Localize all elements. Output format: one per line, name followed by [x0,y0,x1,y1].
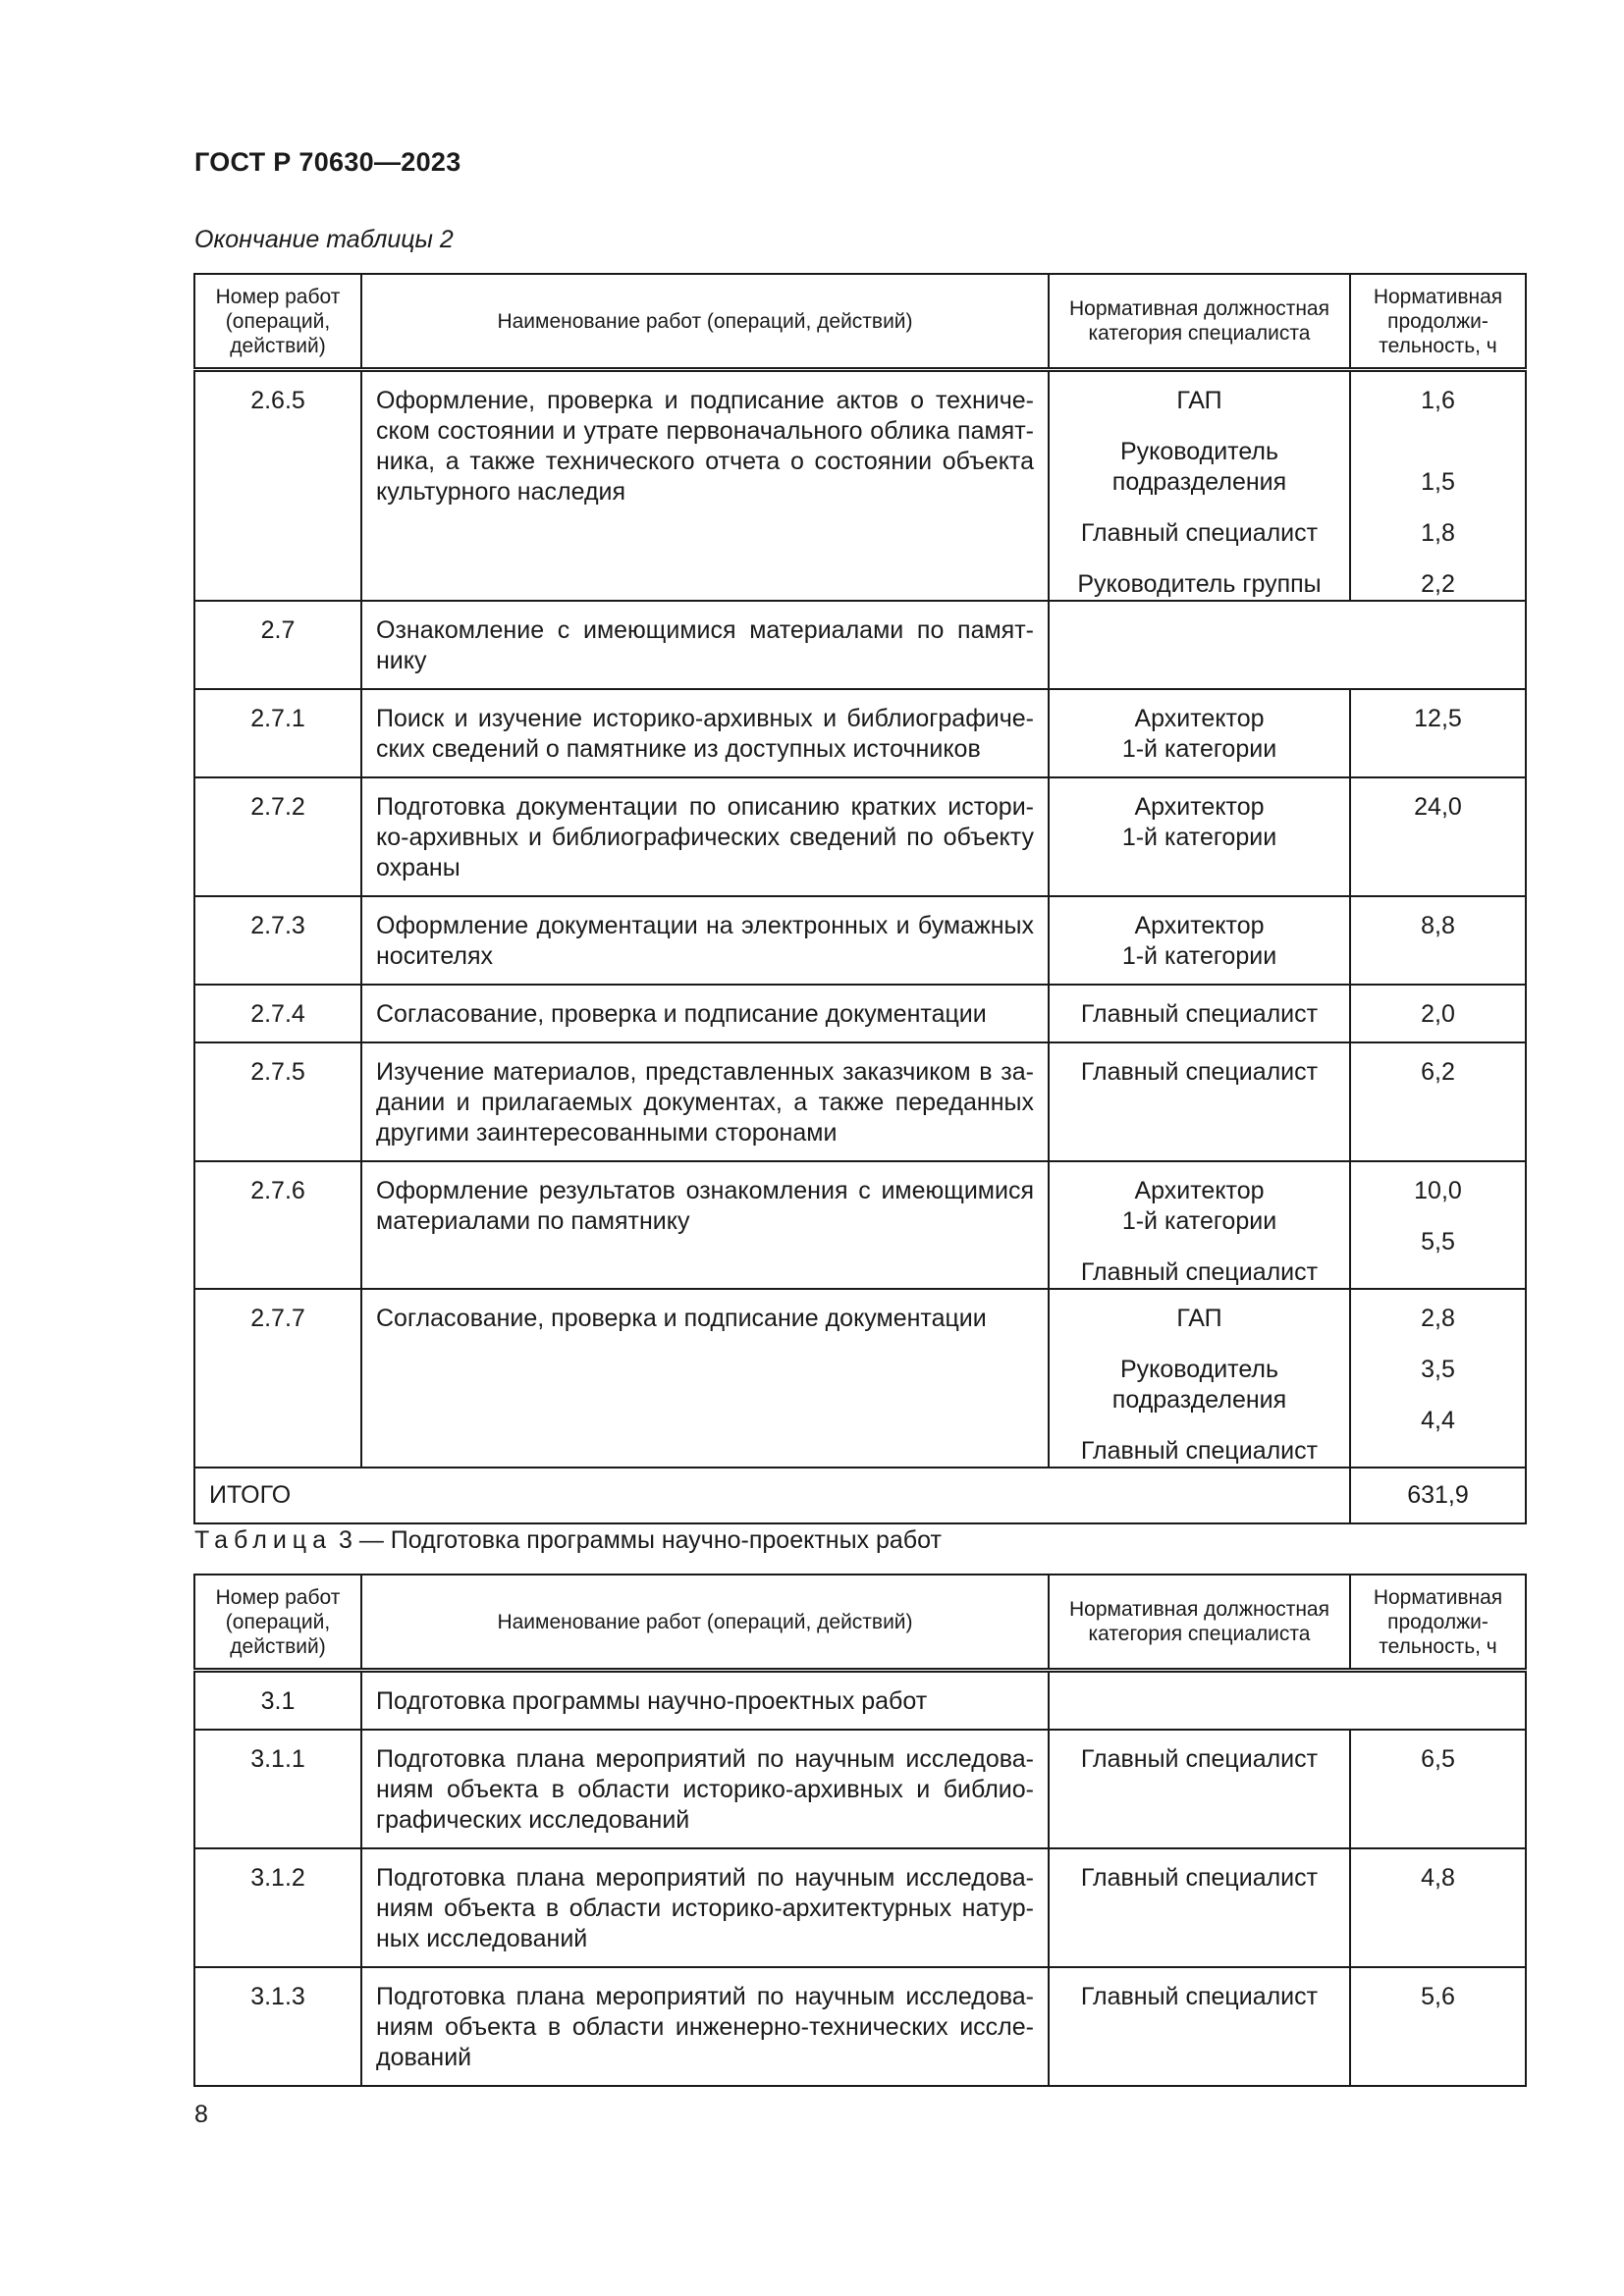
duration-cell [1350,777,1526,896]
duration-cell [1350,1161,1526,1289]
table2-header-row [194,274,1526,370]
work-number: 2.7.1 [194,689,361,777]
specialist-category-cell [1049,1161,1350,1289]
work-number: 2.6.5 [194,370,361,602]
table3 [193,1574,1527,2087]
col-header-name: Наименование работ (операций, действий) [361,1575,1049,1671]
specialist-category: Главный специалист [1080,1437,1319,1465]
specialist-category: Главный специалист [1080,1258,1319,1286]
specialist-category-cell [1049,1289,1350,1468]
page-number: 8 [194,2101,208,2128]
duration-cell [1350,1730,1526,1848]
table3-caption-prefix: Таблица [194,1526,333,1554]
work-number: 2.7 [194,601,361,689]
specialist-category: Руководитель подразделения [1111,1356,1287,1414]
specialist-category: ГАП [1176,387,1222,414]
specialist-category: Главный специалист [1080,1000,1319,1028]
table-row [194,1730,1526,1848]
document-code: ГОСТ Р 70630—2023 [194,147,461,177]
duration-value: 1,8 [1421,519,1455,547]
duration-value: 4,8 [1421,1864,1455,1892]
table-row [194,777,1526,896]
work-name: Подготовка документации по описанию кратких истори-ко-архивных и библиографических сведений по объекту охраны [361,777,1049,896]
specialist-category: Руководитель подразделения [1111,438,1287,496]
work-name: Оформление документации на электронных и бумажных носителях [361,896,1049,985]
work-name: Подготовка плана мероприятий по научным исследова-ниям объекта в области историко-архивных и библио-графических исследований [361,1730,1049,1848]
specialist-category: Главный специалист [1080,1745,1319,1773]
table-row [194,601,1526,689]
table3-caption-title: — Подготовка программы научно-проектных работ [352,1526,942,1554]
specialist-category: ГАП [1176,1305,1222,1332]
duration-value: 2,0 [1421,1000,1455,1028]
work-name: Изучение материалов, представленных заказчиком в за-дании и прилагаемых документах, а также переданных другими заинтересованными сторонами [361,1042,1049,1161]
empty-cell [1049,1671,1526,1731]
work-name: Согласование, проверка и подписание документации [361,1289,1049,1468]
table-row [194,1289,1526,1468]
work-name: Подготовка программы научно-проектных работ [361,1671,1049,1731]
work-name: Ознакомление с имеющимися материалами по памят-нику [361,601,1049,689]
work-name: Оформление, проверка и подписание актов о техниче-ском состоянии и утрате первоначального облика памят-ника, а также технического отчета о состоянии объекта культурного наследия [361,370,1049,602]
work-number: 3.1.1 [194,1730,361,1848]
work-name: Оформление результатов ознакомления с имеющимися материалами по памятнику [361,1161,1049,1289]
specialist-category: Архитектор 1-й категории [1121,705,1277,763]
specialist-category: Архитектор 1-й категории [1121,912,1277,970]
table2-caption: Окончание таблицы 2 [194,226,454,253]
duration-value: 1,5 [1421,468,1455,496]
work-number: 3.1.3 [194,1967,361,2086]
work-number: 2.7.4 [194,985,361,1042]
work-number: 2.7.6 [194,1161,361,1289]
work-number: 2.7.2 [194,777,361,896]
duration-cell [1350,1289,1526,1468]
empty-cell [1049,601,1526,689]
table-row [194,370,1526,602]
table-row [194,1848,1526,1967]
total-label: ИТОГО [194,1468,1350,1523]
duration-cell [1350,896,1526,985]
duration-value: 8,8 [1421,912,1455,939]
specialist-category-cell [1049,689,1350,777]
specialist-category-cell [1049,985,1350,1042]
specialist-category-cell [1049,1730,1350,1848]
specialist-category: Главный специалист [1080,1983,1319,2010]
duration-value: 4,4 [1421,1407,1455,1434]
duration-value: 3,5 [1421,1356,1455,1383]
duration-value: 24,0 [1414,793,1462,821]
table-row [194,985,1526,1042]
duration-value: 6,5 [1421,1745,1455,1773]
table-row [194,1161,1526,1289]
col-header-category: Нормативная должностная категория специалиста [1049,1575,1350,1671]
duration-cell [1350,370,1526,602]
specialist-category-cell [1049,370,1350,602]
col-header-number: Номер работ (операций, действий) [194,274,361,370]
duration-value: 2,2 [1421,570,1455,598]
specialist-category: Архитектор 1-й категории [1121,793,1277,851]
col-header-duration: Нормативная продолжи-тельность, ч [1350,274,1526,370]
specialist-category: Главный специалист [1080,519,1319,547]
specialist-category-cell [1049,896,1350,985]
work-name: Подготовка плана мероприятий по научным исследова-ниям объекта в области инженерно-технических иссле-дований [361,1967,1049,2086]
specialist-category: Главный специалист [1080,1864,1319,1892]
table2 [193,273,1527,1524]
total-row [194,1468,1526,1523]
specialist-category-cell [1049,777,1350,896]
duration-value: 5,6 [1421,1983,1455,2010]
specialist-category: Главный специалист [1080,1058,1319,1086]
work-number: 2.7.3 [194,896,361,985]
table3-body [194,1671,1526,2087]
work-number: 2.7.5 [194,1042,361,1161]
specialist-category-cell [1049,1042,1350,1161]
duration-value: 2,8 [1421,1305,1455,1332]
total-value: 631,9 [1350,1468,1526,1523]
work-number: 2.7.7 [194,1289,361,1468]
specialist-category: Руководитель группы [1077,570,1322,598]
specialist-category: Архитектор 1-й категории [1121,1177,1277,1235]
specialist-category-cell [1049,1967,1350,2086]
table-row [194,896,1526,985]
col-header-category: Нормативная должностная категория специалиста [1049,274,1350,370]
duration-cell [1350,1042,1526,1161]
col-header-name: Наименование работ (операций, действий) [361,274,1049,370]
table-row [194,1042,1526,1161]
duration-value: 10,0 [1414,1177,1462,1204]
work-name: Согласование, проверка и подписание документации [361,985,1049,1042]
work-number: 3.1 [194,1671,361,1731]
table-row [194,689,1526,777]
work-name: Подготовка плана мероприятий по научным исследова-ниям объекта в области историко-архитектурных натур-ных исследований [361,1848,1049,1967]
table-row [194,1671,1526,1731]
work-number: 3.1.2 [194,1848,361,1967]
duration-value: 1,6 [1421,387,1455,414]
specialist-category-cell [1049,1848,1350,1967]
col-header-duration: Нормативная продолжи-тельность, ч [1350,1575,1526,1671]
duration-value: 5,5 [1421,1228,1455,1255]
table3-caption-number: 3 [338,1526,352,1554]
table-row [194,1967,1526,2086]
duration-cell [1350,985,1526,1042]
duration-cell [1350,689,1526,777]
duration-value: 6,2 [1421,1058,1455,1086]
work-name: Поиск и изучение историко-архивных и библиографиче-ских сведений о памятнике из доступных источников [361,689,1049,777]
duration-value: 12,5 [1414,705,1462,732]
table3-header-row [194,1575,1526,1671]
col-header-number: Номер работ (операций, действий) [194,1575,361,1671]
duration-cell [1350,1967,1526,2086]
duration-cell [1350,1848,1526,1967]
table2-body [194,370,1526,1468]
table3-caption [194,1526,942,1555]
